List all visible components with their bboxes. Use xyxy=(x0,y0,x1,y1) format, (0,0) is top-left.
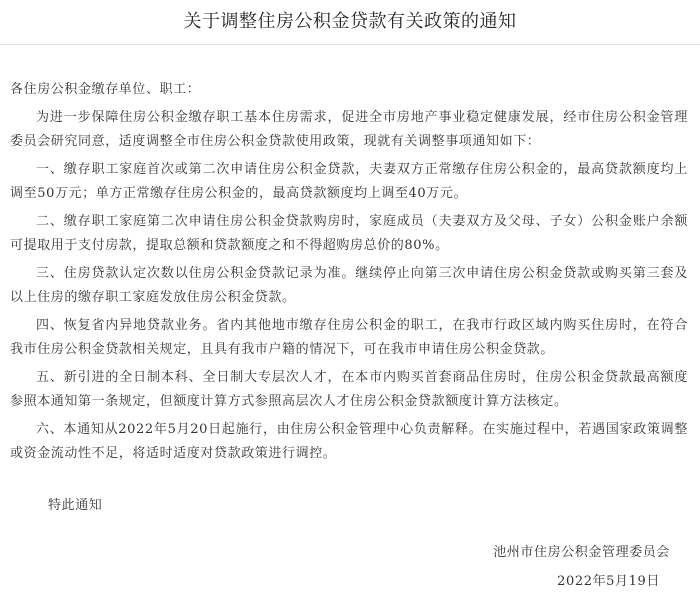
clause-4: 四、恢复省内异地贷款业务。省内其他地市缴存住房公积金的职工，在我市行政区域内购买住房时，在符合我市住房公积金贷款相关规定，且具有我市户籍的情况下，可在我市申请住房公积金贷款。 xyxy=(10,317,688,357)
issuer-name: 池州市住房公积金管理委员会 xyxy=(493,545,670,560)
issue-date: 2022年5月19日 xyxy=(557,574,660,589)
intro-paragraph: 为进一步保障住房公积金缴存职工基本住房需求，促进全市房地产事业稳定健康发展，经市住房公积金管理委员会研究同意，适度调整全市住房公积金贷款使用政策，现就有关调整事项通知如下： xyxy=(10,109,688,149)
clause-6: 六、本通知从2022年5月20日起施行，由住房公积金管理中心负责解释。在实施过程中，若遇国家政策调整或资金流动性不足，将适时适度对贷款政策进行调控。 xyxy=(10,421,688,461)
closing-remark: 特此通知 xyxy=(48,498,103,513)
clause-2: 二、缴存职工家庭第二次申请住房公积金贷款购房时，家庭成员（夫妻双方及父母、子女）公积金账户余额可提取用于支付房款，提取总额和贷款额度之和不得超购房总价的80%。 xyxy=(10,213,688,253)
salutation: 各住房公积金缴存单位、职工： xyxy=(10,82,201,97)
signature-block xyxy=(420,542,670,593)
clause-5: 五、新引进的全日制本科、全日制大专层次人才，在本市内购买首套商品住房时，住房公积金贷款最高额度参照本通知第一条规定，但额度计算方式参照高层次人才住房公积金贷款额度计算方法核定。 xyxy=(10,369,688,409)
clause-3: 三、住房贷款认定次数以住房公积金贷款记录为准。继续停止向第三次申请住房公积金贷款或购买第三套及以上住房的缴存职工家庭发放住房公积金贷款。 xyxy=(10,265,688,305)
clause-1: 一、缴存职工家庭首次或第二次申请住房公积金贷款，夫妻双方正常缴存住房公积金的，最高贷款额度均上调至50万元；单方正常缴存住房公积金的，最高贷款额度均上调至40万元。 xyxy=(10,161,688,201)
document-body xyxy=(10,78,688,470)
title-divider xyxy=(0,44,700,45)
document-title: 关于调整住房公积金贷款有关政策的通知 xyxy=(183,11,517,32)
